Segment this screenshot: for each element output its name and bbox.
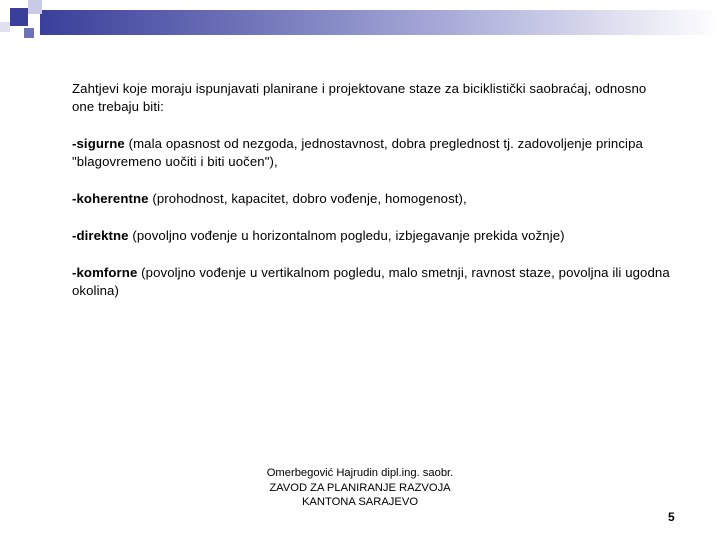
requirement-term: -sigurne — [72, 136, 125, 151]
corner-square-pale — [0, 22, 10, 32]
intro-text: Zahtjevi koje moraju ispunjavati planirane i projektovane staze za biciklistički saobraćaj, odnosno one trebaju biti: — [72, 81, 647, 114]
slide-body — [72, 80, 672, 319]
requirement-term: -komforne — [72, 265, 138, 280]
footer-credits — [230, 466, 490, 510]
requirement-komforne — [72, 264, 672, 300]
requirement-sigurne — [72, 135, 672, 171]
footer-institution: ZAVOD ZA PLANIRANJE RAZVOJA — [269, 481, 451, 494]
header-gradient-bar — [40, 10, 720, 35]
requirement-desc: (povoljno vođenje u vertikalnom pogledu, malo smetnji, ravnost staze, povoljna ili ugodna okolina) — [72, 265, 670, 298]
requirement-term: -direktne — [72, 228, 129, 243]
corner-square-large — [10, 8, 28, 26]
requirement-term: -koherentne — [72, 191, 149, 206]
requirement-desc: (mala opasnost od nezgoda, jednostavnost, dobra preglednost tj. zadovoljenje principa "blagovremeno uočiti i biti uočen"), — [72, 136, 643, 169]
corner-square-small — [24, 28, 34, 38]
requirement-koherentne — [72, 190, 672, 208]
corner-square-light — [28, 0, 42, 14]
page-number: 5 — [668, 510, 675, 524]
requirement-desc: (prohodnost, kapacitet, dobro vođenje, homogenost), — [148, 191, 467, 206]
requirement-desc: (povoljno vođenje u horizontalnom pogledu, izbjegavanje prekida vožnje) — [128, 228, 565, 243]
footer-author: Omerbegović Hajrudin dipl.ing. saobr. — [266, 467, 454, 479]
footer-canton: KANTONA SARAJEVO — [301, 496, 419, 508]
requirement-direktne — [72, 227, 672, 245]
